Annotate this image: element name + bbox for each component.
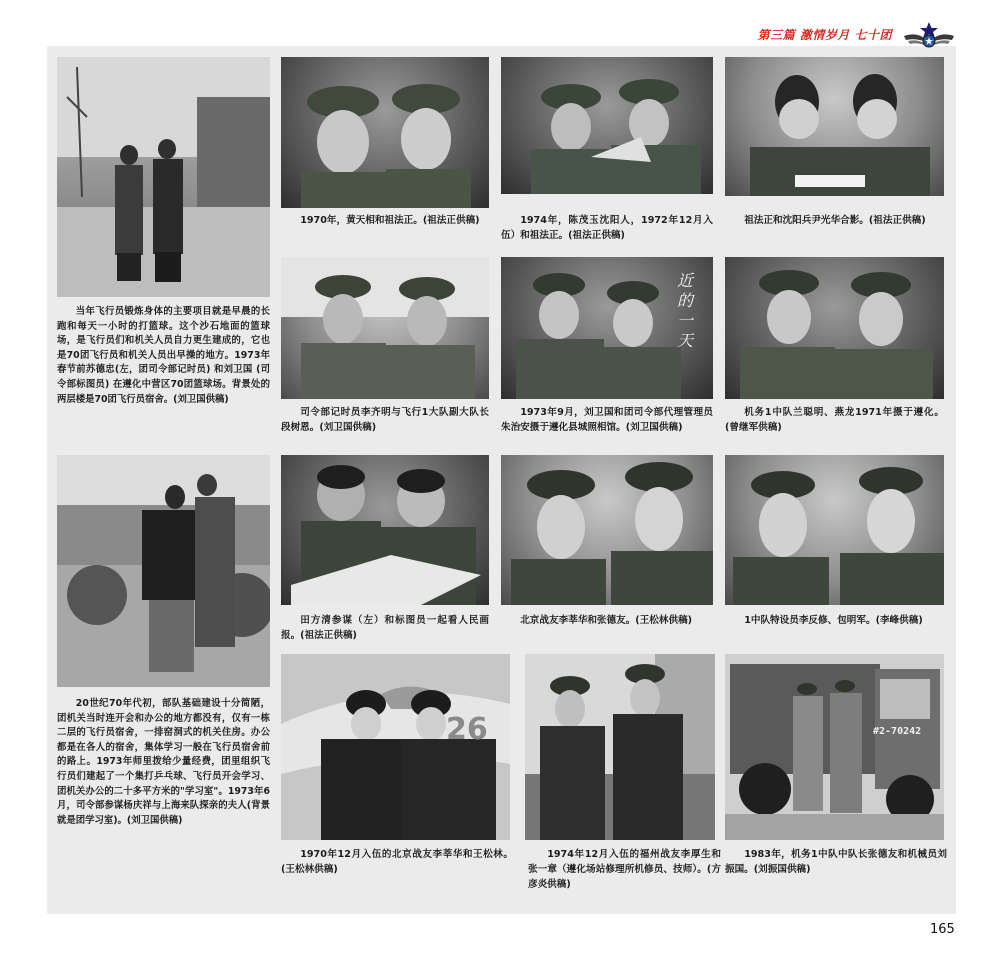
caption-tian-pictorial: 田方清参谋（左）和标图员一起看人民画报。(祖法正供稿) <box>281 615 489 641</box>
caption-lan-yan: 机务1中队兰聪明、燕龙1971年摄于遵化。(曾继军供稿) <box>725 407 944 433</box>
photo-huang-zu <box>281 57 489 208</box>
photo-li-duan <box>281 257 489 399</box>
photo-liu-zhu <box>501 257 713 399</box>
caption-zu-yin: 祖法正和沈阳兵尹光华合影。(祖法正供稿) <box>744 215 926 226</box>
page-number: 165 <box>930 922 955 937</box>
photo-chen-zu <box>501 57 713 194</box>
photo-basketball-court <box>57 57 270 297</box>
caption-chen-zu: 1974年，陈茂玉沈阳人，1972年12月入伍）和祖法正。(祖法正供稿) <box>501 215 713 241</box>
photo-zhang-liu-truck <box>725 654 944 840</box>
caption-li-zhang-fuzhou: 1974年12月入伍的福州战友李厚生和张一章（遵化场站修理所机修员、技师）。(方彦炎供稿) <box>528 849 721 890</box>
aircraft-number: 26 <box>446 712 488 747</box>
caption-li-bao: 1中队特设员李反修、包明军。(李峰供稿) <box>744 615 923 626</box>
caption-li-duan: 司令部记时员李齐明与飞行1大队副大队长段树恩。(刘卫国供稿) <box>281 407 489 433</box>
photo-zu-yin <box>725 57 944 196</box>
caption-basketball-court: 当年飞行员锻炼身体的主要项目就是早晨的长跑和每天一小时的打篮球。这个沙石地面的篮球场，是飞行员们和机关人员自力更生建成的，它也是70团飞行员和机关人员出早操的地方。1973年春节前苏德忠(左，团司令部记时员) 和刘卫国 (司令部标图员) 在遵化中营区70团篮球场。背景处的两层楼是70团飞行员宿舍。(刘卫国供稿) <box>57 306 270 405</box>
caption-zhang-liu-truck: 1983年，机务1中队中队长张德友和机械员刘振国。(刘振国供稿) <box>725 849 947 875</box>
caption-li-wang-aircraft: 1970年12月入伍的北京战友李莘华和王松林。(王松林供稿) <box>281 849 513 875</box>
photo-li-zhang <box>501 455 713 605</box>
caption-study-room: 20世纪70年代初，部队基础建设十分简陋，团机关当时连开会和办公的地方都没有，仅有一栋二层的飞行员宿舍，一排窑洞式的机关住房。办公都是在各人的宿舍，集体学习一般在飞行员宿舍前的路上。1973年师里拨给少量经费，团里组织飞行员们建起了一个集打乒乓球、飞行员开会学习、团机关办公的二十多平方米的"学习室"。1973年6月，司令部参谋杨庆祥与上海来队探亲的夫人(背景就是团学习室)。(刘卫国供稿) <box>57 698 270 826</box>
photo-lan-yan <box>725 257 944 399</box>
caption-huang-zu: 1970年，黄天相和祖法正。(祖法正供稿) <box>300 215 480 226</box>
air-force-wings-icon <box>902 18 956 50</box>
chapter-header: 第三篇 激情岁月 七十团 <box>757 28 892 42</box>
photo-yang-wife <box>57 455 270 687</box>
photo-tian-pictorial <box>281 455 489 605</box>
truck-plate: #2-70242 <box>873 726 922 737</box>
photo-handwriting: 近的一天 <box>677 271 694 350</box>
photo-li-zhang-fuzhou <box>525 654 715 840</box>
photo-li-bao <box>725 455 944 605</box>
caption-liu-zhu: 1973年9月，刘卫国和团司令部代理管理员朱治安摄于遵化县城照相馆。(刘卫国供稿) <box>501 407 713 433</box>
caption-li-zhang: 北京战友李莘华和张德友。(王松林供稿) <box>520 615 693 626</box>
photo-li-wang-aircraft <box>281 654 510 840</box>
